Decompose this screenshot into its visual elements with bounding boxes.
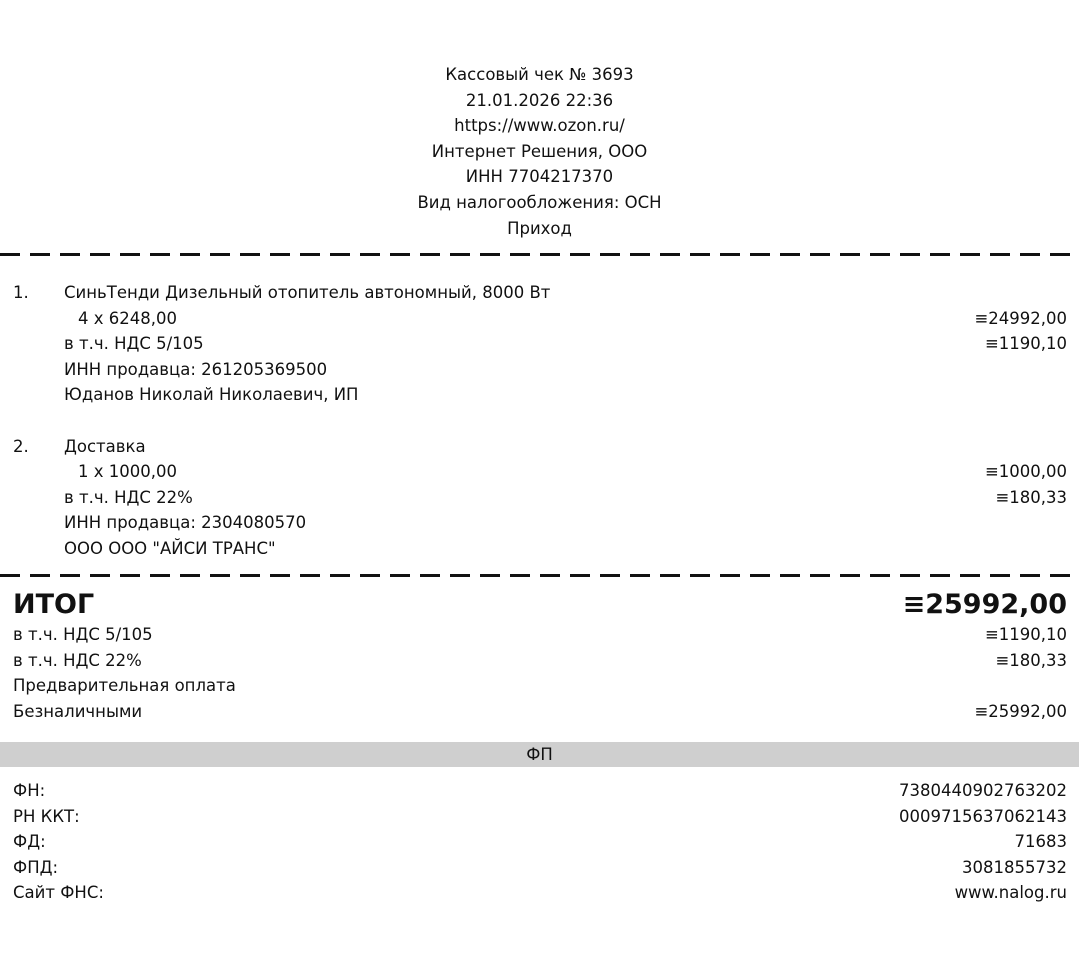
item-name: СиньТенди Дизельный отопитель автономный, 8000 Вт [64,283,551,302]
fd-value: 71683 [1014,832,1067,852]
vat-label: в т.ч. НДС 5/105 [13,625,153,644]
tax-system: Вид налогообложения: ОСН [417,192,662,212]
fn-row [0,778,1079,804]
company-inn: ИНН 7704217370 [465,167,614,187]
item-sum: ≡1000,00 [984,462,1067,482]
vat-row [0,622,1079,648]
item-vat-sum: ≡1190,10 [984,334,1067,354]
operation-type: Приход [507,218,572,238]
item-qty-price: 1 x 1000,00 [78,462,177,482]
prepayment-row [0,673,1079,699]
item-seller-inn: ИНН продавца: 2304080570 [64,513,307,533]
receipt-title: Кассовый чек № 3693 [445,65,634,84]
fd-row [0,829,1079,855]
fn-value: 7380440902763202 [899,781,1067,800]
item-name: Доставка [64,436,146,456]
item-seller-name: ООО ООО "АЙСИ ТРАНС" [64,538,276,558]
item-number: 1. [13,283,29,302]
receipt-datetime: 21.01.2026 22:36 [465,90,614,110]
item-vat-label: в т.ч. НДС 22% [64,487,193,507]
receipt-items [0,280,1079,587]
receipt-site: https://www.ozon.ru/ [454,116,625,136]
fp-section-bar: ФП [0,742,1079,767]
receipt-item [0,434,1079,562]
fns-site-label: Сайт ФНС: [13,883,104,903]
fd-label: ФД: [13,832,46,852]
vat-label: в т.ч. НДС 22% [13,650,142,670]
prepayment-label: Предварительная оплата [13,676,236,696]
rn-row [0,804,1079,830]
cashless-label: Безналичными [13,701,143,721]
fpd-row [0,855,1079,881]
item-qty-price: 4 x 6248,00 [78,308,177,328]
vat-value: ≡180,33 [995,650,1067,670]
cashless-row [0,699,1079,725]
fn-label: ФН: [13,781,46,800]
item-number: 2. [13,436,29,456]
total-row [0,588,1079,622]
vat-row [0,648,1079,674]
receipt-item [0,280,1079,408]
dashed-divider [0,574,1079,577]
rn-value: 0009715637062143 [899,806,1067,826]
fpd-value: 3081855732 [962,857,1067,877]
item-seller-inn: ИНН продавца: 261205369500 [64,359,328,379]
total-label: ИТОГ [13,589,95,620]
receipt-totals [0,588,1079,724]
cashless-value: ≡25992,00 [974,701,1067,721]
dashed-divider [0,253,1079,256]
vat-value: ≡1190,10 [984,625,1067,644]
item-sum: ≡24992,00 [974,308,1067,328]
item-seller-name: Юданов Николай Николаевич, ИП [64,385,359,405]
total-value: ≡25992,00 [902,589,1067,620]
receipt-header [0,62,1079,241]
fns-site-value: www.nalog.ru [954,883,1067,903]
item-vat-sum: ≡180,33 [995,487,1067,507]
fpd-label: ФПД: [13,857,59,877]
item-vat-label: в т.ч. НДС 5/105 [64,334,204,354]
company-name: Интернет Решения, ООО [431,141,648,161]
rn-label: РН ККТ: [13,806,80,826]
fns-site-row [0,880,1079,906]
fiscal-details [0,778,1079,906]
